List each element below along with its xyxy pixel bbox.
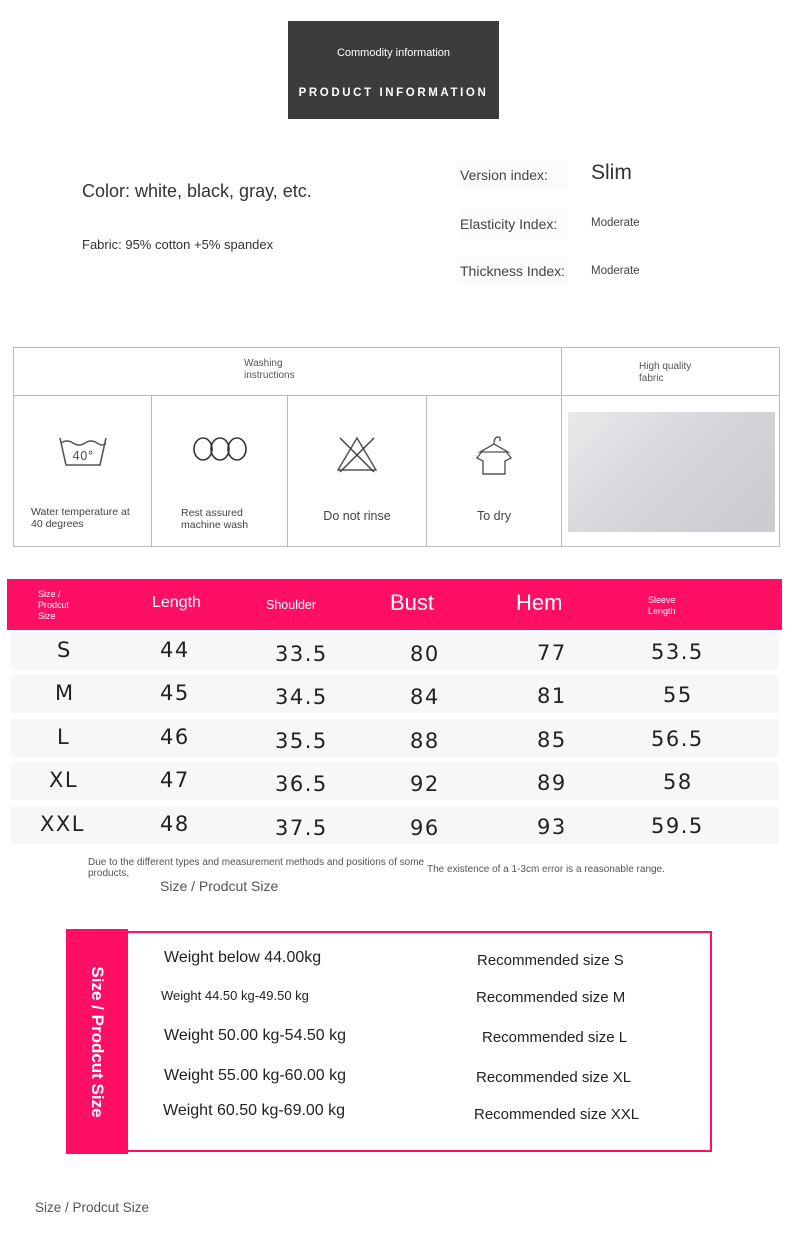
size-cell: S — [57, 638, 72, 662]
bust-col-header: Bust — [390, 590, 435, 615]
color-attribute: Color: white, black, gray, etc. — [82, 181, 312, 201]
washing-instructions-table — [13, 347, 780, 547]
shoulder-cell: 33.5 — [275, 642, 328, 666]
fabric-swatch-image — [568, 412, 775, 532]
table-row — [11, 806, 779, 844]
product-info-header — [288, 21, 499, 119]
do-not-bleach-cell — [288, 396, 427, 546]
size-table-caption: Size / Prodcut Size — [160, 878, 279, 894]
hem-cell: 93 — [537, 815, 567, 839]
do-not-rinse-label: Do not rinse — [323, 509, 391, 523]
shoulder-col-header: Shoulder — [266, 598, 317, 612]
size-table-header — [7, 579, 782, 630]
header-subtitle: Commodity information — [336, 47, 451, 59]
elasticity-index-label: Elasticity Index: — [458, 210, 568, 238]
shoulder-cell: 34.5 — [275, 685, 328, 709]
weight-range: Weight 50.00 kg-54.50 kg — [164, 1027, 347, 1044]
size-cell: M — [55, 681, 75, 705]
hem-cell: 81 — [537, 684, 567, 708]
wash-40-icon — [57, 434, 109, 468]
fabric-attribute: Fabric: 95% cotton +5% spandex — [82, 237, 274, 252]
thickness-index-value: Moderate — [591, 265, 640, 277]
measurement-note-left: Due to the different types and measurement methods and positions of some products, — [88, 857, 425, 879]
size-cell: XL — [49, 768, 79, 792]
machine-wash-cell — [152, 396, 288, 546]
hem-col-header: Hem — [516, 590, 563, 615]
table-row — [11, 719, 779, 757]
recommendation-band-label: Size / Prodcut Size — [88, 965, 107, 1118]
do-not-bleach-icon — [335, 434, 379, 474]
hem-cell: 77 — [537, 641, 567, 665]
length-cell: 47 — [160, 768, 190, 792]
shoulder-cell: 36.5 — [275, 772, 328, 796]
sleeve-cell: 59.5 — [651, 814, 704, 838]
bust-cell: 80 — [410, 642, 440, 666]
table-row — [11, 675, 779, 713]
machine-wash-label: Rest assured machine wash — [181, 507, 249, 531]
length-cell: 44 — [160, 638, 190, 662]
measurement-note-right: The existence of a 1-3cm error is a reasonable range. — [427, 864, 665, 875]
size-cell: XXL — [40, 812, 85, 836]
fabric-header-cell — [562, 348, 779, 396]
header-title: PRODUCT INFORMATION — [298, 87, 489, 99]
sleeve-col-header: Sleeve Length — [648, 595, 676, 616]
sleeve-cell: 56.5 — [651, 727, 704, 751]
recommendation-band — [66, 929, 128, 1154]
to-dry-label: To dry — [476, 509, 512, 523]
version-index-value: Slim — [591, 161, 632, 184]
sleeve-cell: 58 — [663, 770, 693, 794]
bust-cell: 92 — [410, 772, 440, 796]
weight-range: Weight 44.50 kg-49.50 kg — [161, 988, 309, 1003]
recommended-size: Recommended size XL — [476, 1069, 632, 1086]
machine-wash-icon — [192, 434, 248, 464]
weight-range: Weight 60.50 kg-69.00 kg — [163, 1102, 346, 1119]
table-row — [11, 762, 779, 800]
length-cell: 48 — [160, 812, 190, 836]
version-index-label: Version index: — [458, 161, 568, 189]
hem-cell: 89 — [537, 771, 567, 795]
table-row — [11, 632, 779, 670]
hang-dry-icon — [474, 434, 514, 478]
sleeve-cell: 55 — [663, 683, 693, 707]
hem-cell: 85 — [537, 728, 567, 752]
length-cell: 46 — [160, 725, 190, 749]
thickness-index-label: Thickness Index: — [458, 257, 568, 285]
size-cell: L — [57, 725, 71, 749]
wash-40-cell — [14, 396, 152, 546]
length-col-header: Length — [152, 594, 201, 611]
elasticity-index-value: Moderate — [591, 217, 640, 229]
hang-dry-cell — [427, 396, 562, 546]
size-col-header: Size / Prodcut Size — [38, 589, 70, 621]
recommended-size: Recommended size S — [477, 952, 624, 969]
recommended-size: Recommended size M — [476, 989, 626, 1006]
length-cell: 45 — [160, 681, 190, 705]
bust-cell: 84 — [410, 685, 440, 709]
footer-caption: Size / Prodcut Size — [35, 1200, 150, 1215]
bust-cell: 96 — [410, 816, 440, 840]
fabric-header: High quality fabric — [639, 361, 692, 384]
recommended-size: Recommended size L — [482, 1029, 628, 1046]
sleeve-cell: 53.5 — [651, 640, 704, 664]
washing-header-cell — [14, 348, 562, 396]
shoulder-cell: 35.5 — [275, 729, 328, 753]
weight-range: Weight 55.00 kg-60.00 kg — [164, 1067, 347, 1084]
recommended-size: Recommended size XXL — [474, 1106, 640, 1123]
bust-cell: 88 — [410, 729, 440, 753]
wash-temp-label: 40° — [71, 449, 94, 463]
wash-40-label: Water temperature at 40 degrees — [31, 506, 130, 530]
shoulder-cell: 37.5 — [275, 816, 328, 840]
washing-header: Washing instructions — [244, 358, 295, 381]
weight-range: Weight below 44.00kg — [164, 949, 322, 966]
